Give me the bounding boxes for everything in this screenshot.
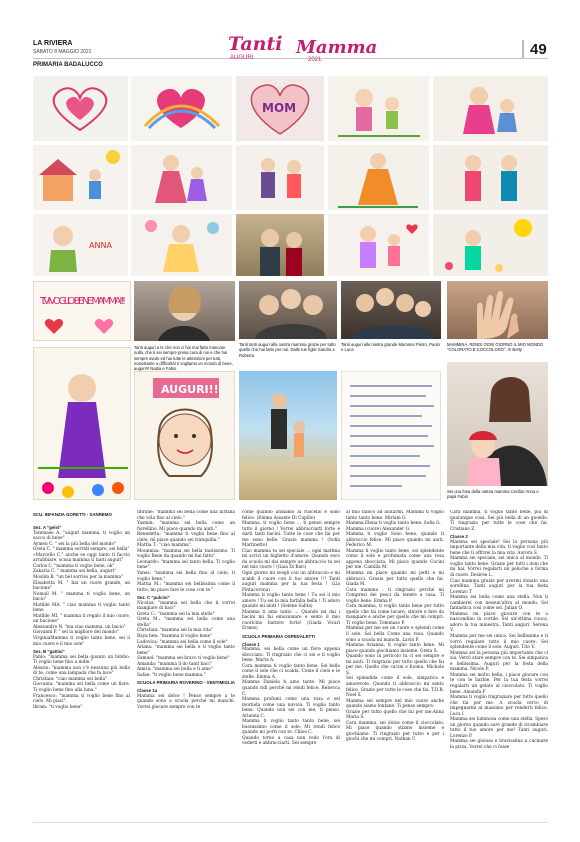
- page-number-divider: [522, 40, 524, 58]
- article-paragraph: Mamma ti voglio ringraziare per tutto quello che fai per me. A scuola cerco di impegnarmi al massimo per renderti felice. Luca I: [450, 695, 548, 717]
- festa-mamma-logo: [228, 33, 378, 69]
- drawing-heart-rainbow: [131, 76, 232, 141]
- article-paragraph: Mamma sei speciale! Sei la persona più importante della mia vita, ti voglio così tanto bene che ti offrirei la mia vita. Aurora S: [450, 539, 548, 556]
- logo-word-auguri: AUGURI: [230, 55, 254, 61]
- article-paragraph: Greta C. " mamma sorridi sempre, sei bella": [33, 547, 130, 553]
- caption-betty: MAMMINA ,RENDI OGNI GIORNO IL MIO MONDO "COLORATO E COCCOLOSO"..!!! Betty: [447, 342, 544, 353]
- caption-sandra-roberta: Tanti tanti auguri alla nostra mamma grazie per tutto quello che hai fatto per noi. Dalle tue figlie Sandra e Roberta: [239, 342, 336, 358]
- article-paragraph: Mamma Daniela ti amo tanto. Mi piace quando ridi perché mi rendi felice. Rebecca C.: [242, 680, 340, 697]
- article-heading: Sez. C "pulcini": [137, 595, 170, 601]
- article-paragraph: «Marcello C." anche se oggi tanto ti faccio arrabbiare, scusa mamma ti tanti auguri": [33, 552, 130, 564]
- drawing-sunny-flowers: [433, 214, 548, 276]
- article-paragraph: [33, 518, 130, 524]
- article-paragraph: Alessandro N. "ma ciao mamma, un bacio": [33, 624, 126, 630]
- drawing-ti-voglio-bene-text: T.VI VOGLIO BENE MAMMA!!!: [40, 296, 126, 307]
- drawing-figures-purple: [236, 145, 324, 210]
- article-paragraph: Zakaria C. " mamma sei bella, auguri": [33, 569, 117, 575]
- article-paragraph: Pablo: "mamma sei bella quanto un bimbo. Ti voglio bene fino a mille.": [33, 654, 130, 666]
- drawing-girl-orange-dress: [328, 145, 429, 210]
- article-paragraph: Mamma ti voglio Sono bene, quando ti abbraccio felice. Mi piace quando mi aiuti. Federico M.: [346, 532, 444, 549]
- article-paragraph: Sei splendida come il sole, simpatica e amorevole. Quando ti abbraccio mi sento felice. Grazie per tutte le cose che fai. T.D.R. Noel S.: [346, 676, 444, 699]
- article-paragraph: Matilde MI. " mamma ti regalo il mio cuore, un bacione": [33, 613, 130, 625]
- article-paragraph: Mamma sei gioiosa e bravissima a cucinare la pizza. Vorrei che ci fosse: [450, 739, 548, 750]
- drawing-mom-text: MOM: [262, 101, 297, 115]
- drawing-ti-voglio-bene: [33, 281, 131, 341]
- article-paragraph: Mamma (cuore) Alexander G.: [346, 526, 411, 532]
- drawing-mother-child-hearts: [328, 214, 429, 276]
- article-heading: Classe 1a: [137, 687, 158, 693]
- article-paragraph: Cara mamma ti voglio tanto bene. Sei bella come il sole che ci scalda. Come il cielo e le stelle. Emma A.: [242, 663, 340, 680]
- article-paragraph: Mamma ti voglio tanto tanto bene, sei buonissimo come il sole. Mi rendi felice quando mi porti con te. Chloe C.: [242, 719, 340, 736]
- article-paragraph: Samuel: "mamma sei bravo ti voglio bene": [137, 656, 230, 662]
- photo-grandmother-portrait: [134, 281, 235, 341]
- article-paragraph: Ikram: "ti voglio bene": [33, 704, 83, 710]
- article-paragraph: VirginiaMamma ti voglio tanto bene, sei il mio cuore e il mio sole": [33, 636, 130, 647]
- article-column-2: [137, 510, 235, 816]
- article-paragraph: Aitana: "mamma sei bella e ti voglio tanto bene": [137, 645, 235, 656]
- article-heading: Sez. A "gelsi": [33, 525, 62, 531]
- article-paragraph: Moslim B. "un bel sorriso per la mamma": [33, 575, 123, 581]
- article-columns: [33, 510, 548, 816]
- article-paragraph: Ciao mamma tu sei speciale ... ogni mattina mi scrivi un biglietto d'amore. Quando esco da scuola mi dai sempre un abbraccio tu sei nel mio cuore ! (Gaia Di Bari): [242, 548, 340, 571]
- drawing-colorful-child: [131, 214, 232, 276]
- article-paragraph: Mamma sei luminosa come una stella. Spero un giorno quando sarò grande di ricambiare tutto il tuo amore per me! Tanti auguri. Lorenzo P.: [450, 717, 548, 739]
- article-paragraph: Mamma, ti voglio bene ... ti penso sempre tutto il giorno ! Vorrei abbracciarti forte e darti tanti bacini. Tutte le cose che fai per me sono belle. Grazie mamma ! (Sofia Martinetto): [242, 521, 340, 549]
- section-title: PRIMARIA BADALUCCO: [33, 62, 103, 68]
- article-column-1: [33, 510, 130, 816]
- article-paragraph: Amanda: "mamma il do tanti baci": [137, 661, 212, 667]
- logo-word-tanti: Tanti: [228, 33, 283, 55]
- article-paragraph: Mounnisa: "mamma sei bella tantissimo. Ti voglio Bene da quando mi hai fatto": [137, 548, 235, 560]
- article-paragraph: Mamma mi piace quando mi petti e mi abbracci. Grazie per tutto quello che fai. Giada M.: [346, 571, 444, 588]
- caption-anna-fabio: Sei una fosa della natura mamma Cecilia! Anna e papà Fabio: [447, 489, 539, 500]
- drawing-mother-child-dress: [131, 145, 232, 210]
- article-paragraph: Mamma sei speciale, sei unica al mondo. Ti voglio tanto bene. Grazie per tutti i doni che mi hai. Vorrei regalarti un peluche a forma di cuore. Desiree L.: [450, 556, 548, 579]
- article-paragraph: Matilde MA. " ciao mamma ti voglio tanto bene: [33, 602, 130, 614]
- article-paragraph: Mamma sei dolce ! Penso sempre a te quando sono a scuola perché mi manchi. Vorrei giocare sempre con te: [137, 693, 235, 710]
- photo-hands-colorful: [447, 281, 548, 339]
- article-paragraph: Ciao mamma grazie per avermi donato una sorellina. Tanti auguri per la tua festa Lorenzo T: [450, 578, 548, 595]
- article-paragraph: Yasmin: "mamma sei bella come un fiorellino. Mi piace quando mi aiuti.": [137, 521, 235, 532]
- page-number: 49: [530, 41, 547, 58]
- article-paragraph: Nomail M. " mamma ti voglio bene, un bacio": [33, 591, 130, 603]
- article-paragraph: Mamma Arianna, ti voglio tanto bene. Mi piace quando giochiamo insieme. Greta S.: [346, 643, 444, 654]
- article-column-5: [450, 510, 548, 816]
- drawing-portrait-anna: [33, 214, 128, 276]
- article-paragraph: Mamma Elena ti voglio tanto bene. Sofia G.: [346, 521, 441, 527]
- article-heading: SCU. INFANZIA GORETTI - SANREMO: [33, 512, 112, 517]
- article-paragraph: Baya ben: "mamma ti voglio bene": [137, 634, 213, 640]
- photo-mother-two-daughters: [239, 281, 337, 339]
- article-paragraph: come quando andiamo al ruscello e sono felice. (Emma Assante Di Cupillo): [242, 510, 340, 521]
- article-paragraph: Leonardo: "mamma sei tanto bella. Ti voglio bene".: [137, 559, 235, 571]
- article-paragraph: Mamma sei bella come una stella. Non ti cambierei con nessun'altra al mondo. Sei fantastica così come sei. Julian O.: [450, 595, 548, 612]
- article-paragraph: Ludovica: "mamma sei bella come il sole": [137, 639, 228, 645]
- article-paragraph: Francesco: "mamma ti voglio bene fino al cielo. Mi piaci".: [33, 693, 130, 705]
- article-paragraph: Mamma profumi come una rosa e sei morbida come una nuvola. Ti voglio tanto bene. Quando non sei con me, ti penso. Arianna C.: [242, 697, 340, 719]
- drawing-mother-child-pink: [433, 76, 548, 141]
- article-paragraph: Grazie per tutto quello che fai per me.Anna Maria S.: [346, 709, 444, 721]
- caption-nadia-fabio: Tanti auguri a te che non ci hai mai fatto mancare nulla, che ti sei sempre presa cura di noi e che hai sempre avuto ed hai tutte le attenzioni per tutti, nonostante a difficoltà! ti vogliamo un mondo di bene, auguri!!! Nadia e Fabio: [134, 345, 233, 372]
- logo-word-mamma: Mamma: [296, 37, 378, 58]
- article-paragraph: Cara mamma, ti voglio tanto bene per tutto quello che fai come lavare, stirare e fare da mangiare e anche per quello che mi compri. Ti voglio bene. Tommaso P.: [346, 604, 444, 626]
- article-paragraph: Giovanni P. " sei la migliore del mondo": [33, 630, 119, 636]
- article-column-4: [346, 510, 444, 816]
- article-column-3: [242, 510, 340, 816]
- handwritten-letter: [341, 371, 441, 500]
- photo-mother-three-sons: [341, 281, 441, 339]
- article-paragraph: Tommaso A. "auguri mamma, ti voglio un sacco di bene": [33, 530, 130, 542]
- article-heading: Classe 2: [450, 534, 468, 540]
- article-paragraph: al mio fianco ad aiutarmi. Mamma ti voglio tanto tanto bene. Miriam G.: [346, 510, 444, 521]
- article-paragraph: Alessio: "mamma non c'è nessuna più bella di te, come una lampada che fa luce": [33, 665, 130, 677]
- issue-date: SABATO 8 MAGGIO 2021: [33, 49, 92, 55]
- article-paragraph: Ogni giorno mi svegli con un abbraccio e mi scaldi il cuore con il tuo amore !!! Tanti auguri mamma per la tua festa ! (Lia Pintacorona): [242, 571, 340, 593]
- article-paragraph: Mamma per me sei un cuore e splendi come il sole. Sei bella Come una rosa. Quando sono a scuola mi manchi. Lavin P.: [346, 626, 444, 643]
- drawing-two-women: [433, 145, 548, 210]
- article-paragraph: Imrane: "mamma sei bella come una farfalla che vola fino al cielo.": [137, 510, 235, 521]
- article-paragraph: Amira: "mamma sei bella e ti amo": [137, 667, 213, 673]
- article-paragraph: Christian: "mamma sei la mia vita": [137, 628, 213, 634]
- article-heading: SCUOLA PRIMARIA OSPEDALETTI: [242, 634, 316, 640]
- article-paragraph: Mattia M.: "mamma sei bellissima come il tutto; mi piace fare le cose con te.": [137, 582, 235, 593]
- article-paragraph: Mamma sei sempre nel mio cuore anche quando siamo lontane. Ti penso sempre.: [346, 698, 444, 710]
- article-paragraph: Cara mamma . ti ringrazio perché mi Compresi dei pesci da tenere a casa. Ti voglio bene. Emma P.: [346, 587, 444, 604]
- article-paragraph: Mamma per me sei unica. Sei bellissima e ti vorrò regalare tutto il mio cuore. Sei splendente come il sole. Auguri. Tito V.: [450, 634, 548, 651]
- footer-rule: [33, 822, 548, 823]
- article-paragraph: Benedetta: "mamma ti voglio bene fino al cielo; mi piace quando sei tranquilla.": [137, 532, 235, 543]
- article-paragraph: Mamma sei molto bella, i piace giocare con te con le barbie. Per la tua festa vorrei regalarti un gelato al cioccolato. Ti voglio bene. Amanda F: [450, 672, 548, 695]
- article-paragraph: Carlos C. "mamma ti voglio bene, ok": [33, 563, 115, 569]
- newspaper-name: LA RIVIERA: [33, 40, 73, 47]
- article-paragraph: Mamma ti voglio tanto bene, sei splendente come il sole e profumata come una rosa appena sbocciata. Mi piace quando Cucini per me. Camilla M.: [346, 548, 444, 571]
- article-paragraph: Elisabetta M. " hai un cuore grande, un bacione": [33, 580, 130, 592]
- article-paragraph: Quando sono in pericolo tu ci sei sempre e mi aiuti. Ti ringrazio per tutto quello che fai per me. Quello che cucini e fuomu. Michole S.: [346, 654, 444, 676]
- article-paragraph: Cara mamma, sei dolce come il cioccolato. Mi piace quando stiamo insieme e giochiamo. Ti ringrazio per tutto e per i giochi che mi compri. Nathan U.: [346, 720, 444, 743]
- article-paragraph: Mamma, sei bella come un fiore appena sbocciato. Ti ringrazio che ci sei e ti voglio bene. Marta A.: [242, 647, 340, 664]
- drawing-mother-flowers: [33, 347, 131, 500]
- photo-mother-son-beach: [239, 371, 337, 500]
- article-paragraph: Aymen C. " sei la più bella del mondo": [33, 541, 117, 547]
- article-paragraph: Greta C.: "mamma sei la mia stella": [137, 611, 215, 617]
- article-paragraph: Mamma mi piace giocare con te a nascondino in cortile. Sei un'ottima cuoca, adoro la tua minestra. Tanti auguri. Serena V.: [450, 611, 548, 634]
- article-paragraph: Mamma ti voglio tanto bene ! Tu sei il mio amore ! Tu sei la mia farfalla bella ! Ti adoro quando mi aiuti ! (Selene Salita): [242, 593, 340, 610]
- article-heading: Sez. B "gattini": [33, 649, 65, 655]
- article-heading: Classe 1: [242, 641, 260, 647]
- photo-mother-baby: [447, 362, 548, 486]
- drawing-mother-daughter: [328, 76, 429, 141]
- photo-mother-daughter-outdoors: [236, 214, 324, 276]
- article-paragraph: Mamma sei la persona più importante che ci sia. Verrò stare sempre con te. Sei simpatica e bellissima. Auguri per la festa della mamma. Nicole P.: [450, 650, 548, 673]
- article-heading: SCUOLA PRIMARIA ROVERINO - VENTIMIGLIA: [137, 680, 235, 686]
- article-paragraph: Mattia T.: "ciao mamma".: [137, 543, 193, 549]
- drawing-auguri-text: AUGURI!!: [161, 383, 219, 396]
- article-paragraph: Cara mamma, ti voglio tanto bene, più di qualunque cosa. Sei più bella di un gioiello. Ti ringrazio per tutte le cose che fai. Cristiano Z.: [450, 510, 548, 532]
- caption-pietro-paolo-luca: Tanti auguri alla nostra grande Mamma! Pietro, Paolo e Luca: [341, 342, 440, 353]
- article-paragraph: Safae: "ti voglio bene mamma.": [137, 672, 206, 678]
- article-paragraph: Quando torno a casa non vedo l'ora di vederti e abbracciarti. Sei sempre: [242, 735, 340, 747]
- drawing-mom-hearts: [236, 76, 324, 141]
- logo-year: 2021: [308, 57, 322, 63]
- drawing-anna-text: ANNA: [89, 241, 112, 250]
- article-paragraph: Christian: "ciao mamma sei bella": [33, 676, 107, 682]
- article-paragraph: Yanez: "mamma sei bella fino al cielo, ti voglio bene.": [137, 571, 235, 582]
- drawing-hearts: [33, 76, 128, 141]
- drawing-family-house: [33, 145, 128, 210]
- article-paragraph: Mamma ti amo tanto ... Quando mi dai i bacini mi fai emozionare e sento il mio cuoricino battere forte! (Giada Vicari Ermes): [242, 609, 340, 632]
- article-paragraph: Greta M.: "mamma sei bella come una stella": [137, 617, 235, 628]
- drawing-auguri-portrait: [134, 371, 235, 500]
- article-paragraph: Giovanni: "mamma sei bella come un fiore. Ti voglio bene fino alla luna.": [33, 682, 130, 693]
- article-paragraph: Nicolas: "mamma sei bella che ti vorrei mangiare di baci": [137, 600, 235, 612]
